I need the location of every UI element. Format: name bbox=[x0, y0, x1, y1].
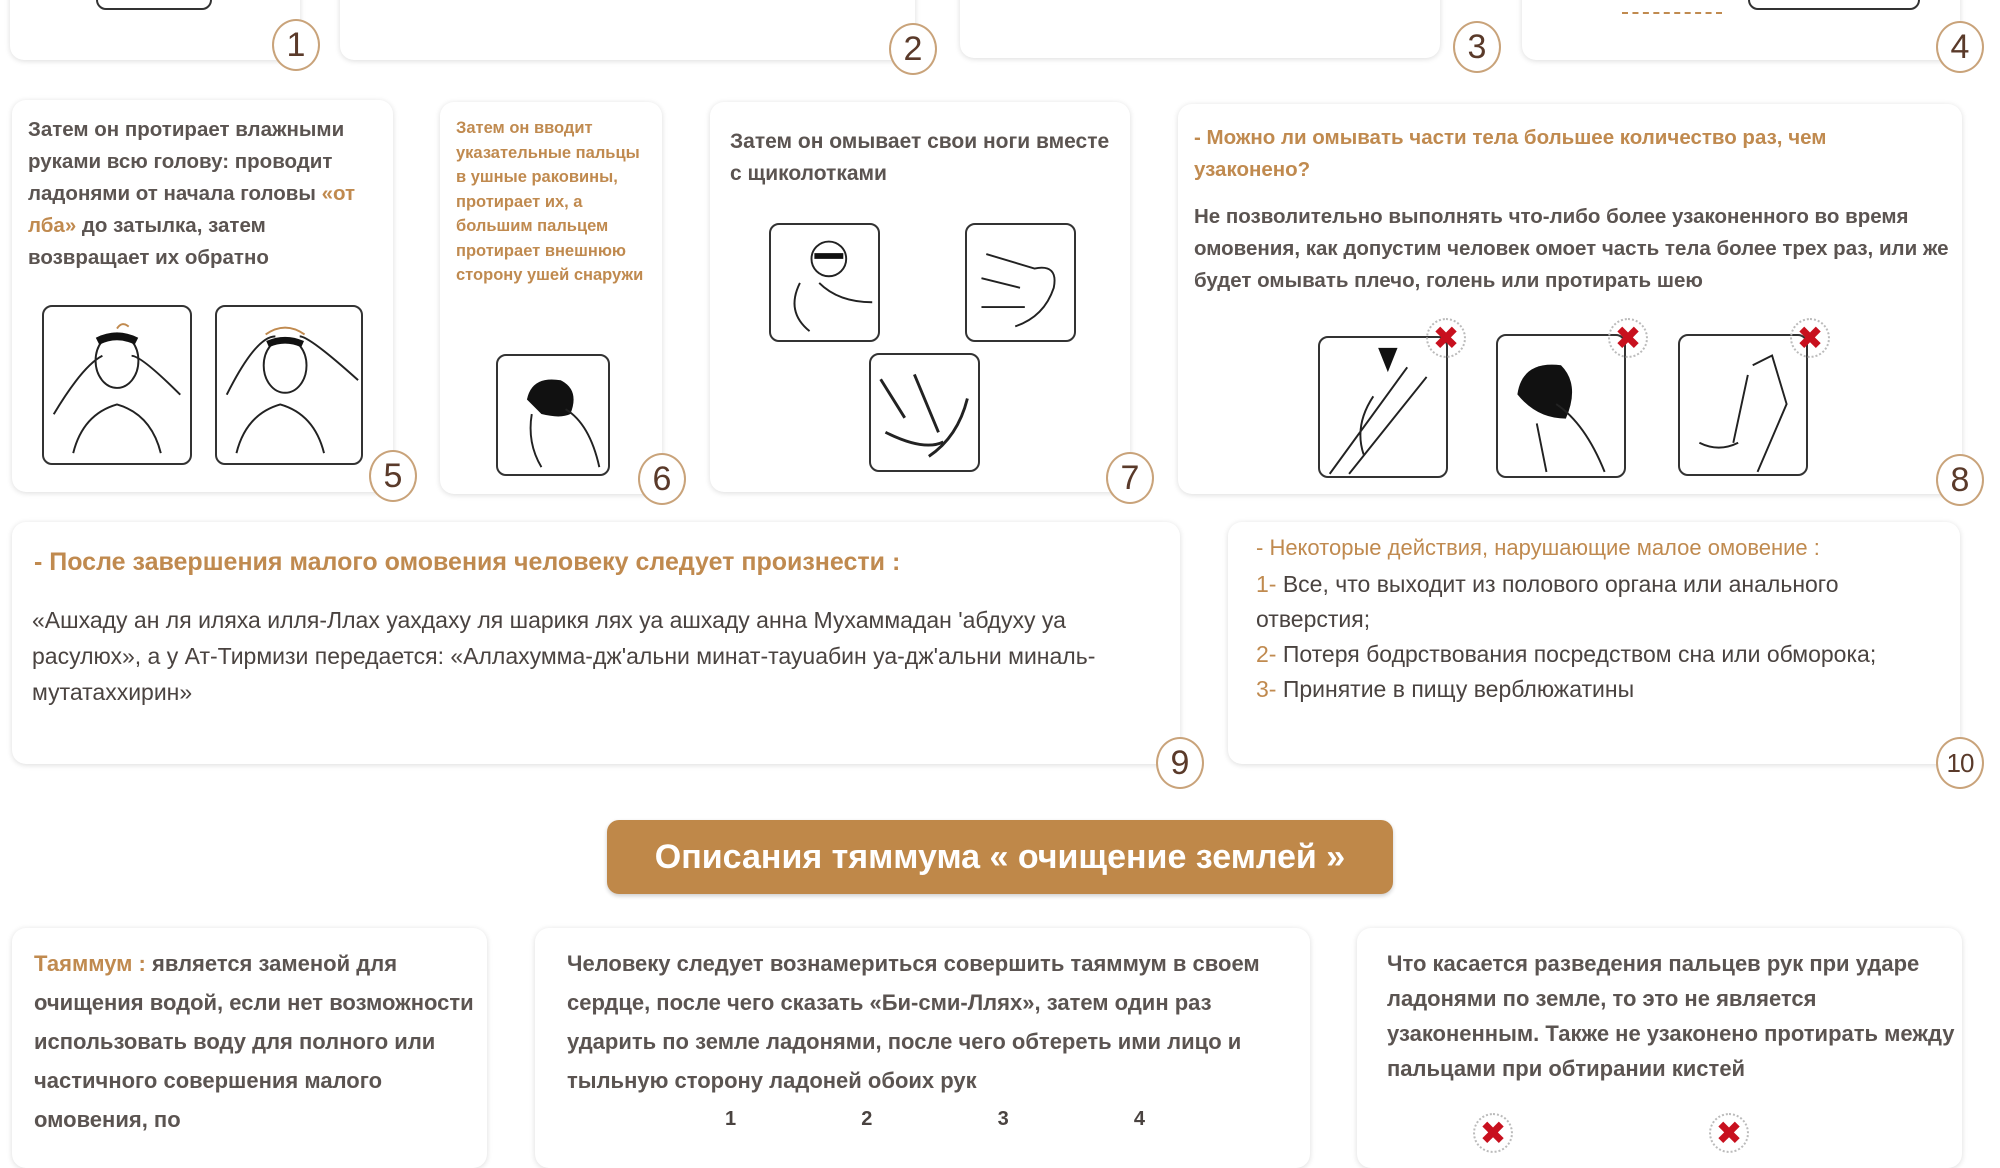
step-badge-8: 8 bbox=[1936, 454, 1984, 506]
step-card-3 bbox=[960, 0, 1440, 58]
hand-wash-illustration bbox=[96, 0, 212, 10]
forbidden-x-icon: ✖ bbox=[1473, 1113, 1513, 1153]
shin-wash-illustration bbox=[1678, 334, 1808, 476]
neck-wipe-illustration bbox=[1496, 334, 1626, 478]
step-badge-4: 4 bbox=[1936, 21, 1984, 73]
step-badge-6: 6 bbox=[638, 453, 686, 505]
procedure-step-4: 4 bbox=[1133, 1108, 1145, 1130]
tayammum-procedure-card bbox=[535, 928, 1310, 1168]
forbidden-x-icon: ✖ bbox=[1790, 318, 1830, 358]
step-badge-3: 3 bbox=[1453, 21, 1501, 73]
step-card-7 bbox=[710, 102, 1130, 492]
head-wipe-back-illustration bbox=[215, 305, 363, 465]
step-card-9 bbox=[12, 522, 1180, 764]
forbidden-x-icon: ✖ bbox=[1426, 318, 1466, 358]
forbidden-x-icon: ✖ bbox=[1608, 318, 1648, 358]
tayammum-definition-text: Таяммум : является заменой для очищения водой, если нет возможности использовать воду для полного или частичного совершения малого омовения, по bbox=[34, 951, 474, 1132]
step-4-illustration bbox=[1748, 0, 1920, 10]
step-9-heading: - После завершения малого омовения человеку следует произнести : bbox=[34, 548, 901, 576]
step-card-8 bbox=[1178, 104, 1962, 494]
step-badge-7: 7 bbox=[1106, 452, 1154, 504]
step-badge-2: 2 bbox=[889, 23, 937, 75]
head-wipe-forward-illustration bbox=[42, 305, 192, 465]
step-badge-1: 1 bbox=[272, 19, 320, 71]
step-8-answer: Не позволительно выполнять что-либо более узаконенного во время омовения, как допустим человек омоет часть тела более трех раз, или же будет омывать плечо, голень или протирать шею bbox=[1194, 205, 1949, 292]
nullifier-item-2: 2- Потеря бодрствования посредством сна или обморока; bbox=[1256, 641, 1877, 667]
step-badge-9: 9 bbox=[1156, 737, 1204, 789]
forbidden-x-icon: ✖ bbox=[1709, 1113, 1749, 1153]
step-10-heading: - Некоторые действия, нарушающие малое омовение : bbox=[1256, 535, 1820, 560]
tayammum-procedure-text: Человеку следует вознамериться совершить таяммум в своем сердце, после чего сказать «Би-сми-Ллях», затем один раз ударить по земле ладонями, после чего обтереть ими лицо и тыльную сторону ладоней обоих рук bbox=[567, 951, 1260, 1093]
step-card-5 bbox=[12, 100, 393, 492]
step-card-2 bbox=[340, 0, 915, 60]
tayammum-label: Таяммум : bbox=[34, 951, 146, 976]
step-7-text: Затем он омывает свои ноги вместе с щиколотками bbox=[730, 130, 1110, 185]
tayammum-fingers-text: Что касается разведения пальцев рук при ударе ладонями по земле, то это не является узаконенным. Также не узаконено протирать между пальцами при обтирании кистей bbox=[1387, 951, 1955, 1081]
step-card-10 bbox=[1228, 522, 1960, 764]
step-card-6 bbox=[440, 102, 662, 494]
tayammum-definition-card bbox=[12, 928, 487, 1168]
tayammum-fingers-card bbox=[1357, 928, 1962, 1168]
step-card-1 bbox=[10, 0, 300, 60]
step-badge-5: 5 bbox=[369, 450, 417, 502]
step-5-text: Затем он протирает влажными руками всю голову: проводит ладонями от начала головы «от лба» до затылка, затем возвращает их обратно bbox=[28, 118, 356, 269]
step-9-text: «Ашхаду ан ля иляха илля-Ллах уахдаху ля шарикя лях уа ашхаду анна Мухаммадан 'абдуху уа расулюх», а у Ат-Тирмизи передается: «Аллахумма-дж'альни минат-тауuабин уа-дж'альни миналь-мутатаххирин» bbox=[32, 607, 1096, 705]
nullifier-item-3: 3- Принятие в пищу верблюжатины bbox=[1256, 676, 1635, 702]
step-badge-10: 10 bbox=[1936, 737, 1984, 789]
foot-wash-toes-illustration bbox=[965, 223, 1076, 342]
ear-wipe-illustration bbox=[496, 354, 610, 476]
step-10-list bbox=[1256, 567, 1956, 707]
step-8-question: - Можно ли омывать части тела большее количество раз, чем узаконено? bbox=[1194, 126, 1827, 181]
procedure-step-1: 1 bbox=[725, 1108, 737, 1130]
dashed-arrow-icon bbox=[1622, 12, 1722, 16]
procedure-step-3: 3 bbox=[997, 1108, 1009, 1130]
foot-wash-heel-illustration bbox=[869, 353, 980, 472]
step-card-4 bbox=[1522, 0, 1960, 60]
highlight-from-forehead: «от лба» bbox=[28, 182, 356, 237]
nullifier-item-1: 1- Все, что выходит из полового органа или анального отверстия; bbox=[1256, 571, 1839, 632]
procedure-step-numbers bbox=[725, 1108, 1145, 1131]
section-title-banner: Описания тяммума « очищение землей » bbox=[607, 820, 1393, 894]
foot-wash-seated-illustration bbox=[769, 223, 880, 342]
shoulder-wash-illustration bbox=[1318, 336, 1448, 478]
procedure-step-2: 2 bbox=[861, 1108, 873, 1130]
step-6-text: Затем он вводит указательные пальцы в ушные раковины, протирает их, а большим пальцем протирает внешнюю сторону ушей снаружи bbox=[456, 119, 644, 284]
